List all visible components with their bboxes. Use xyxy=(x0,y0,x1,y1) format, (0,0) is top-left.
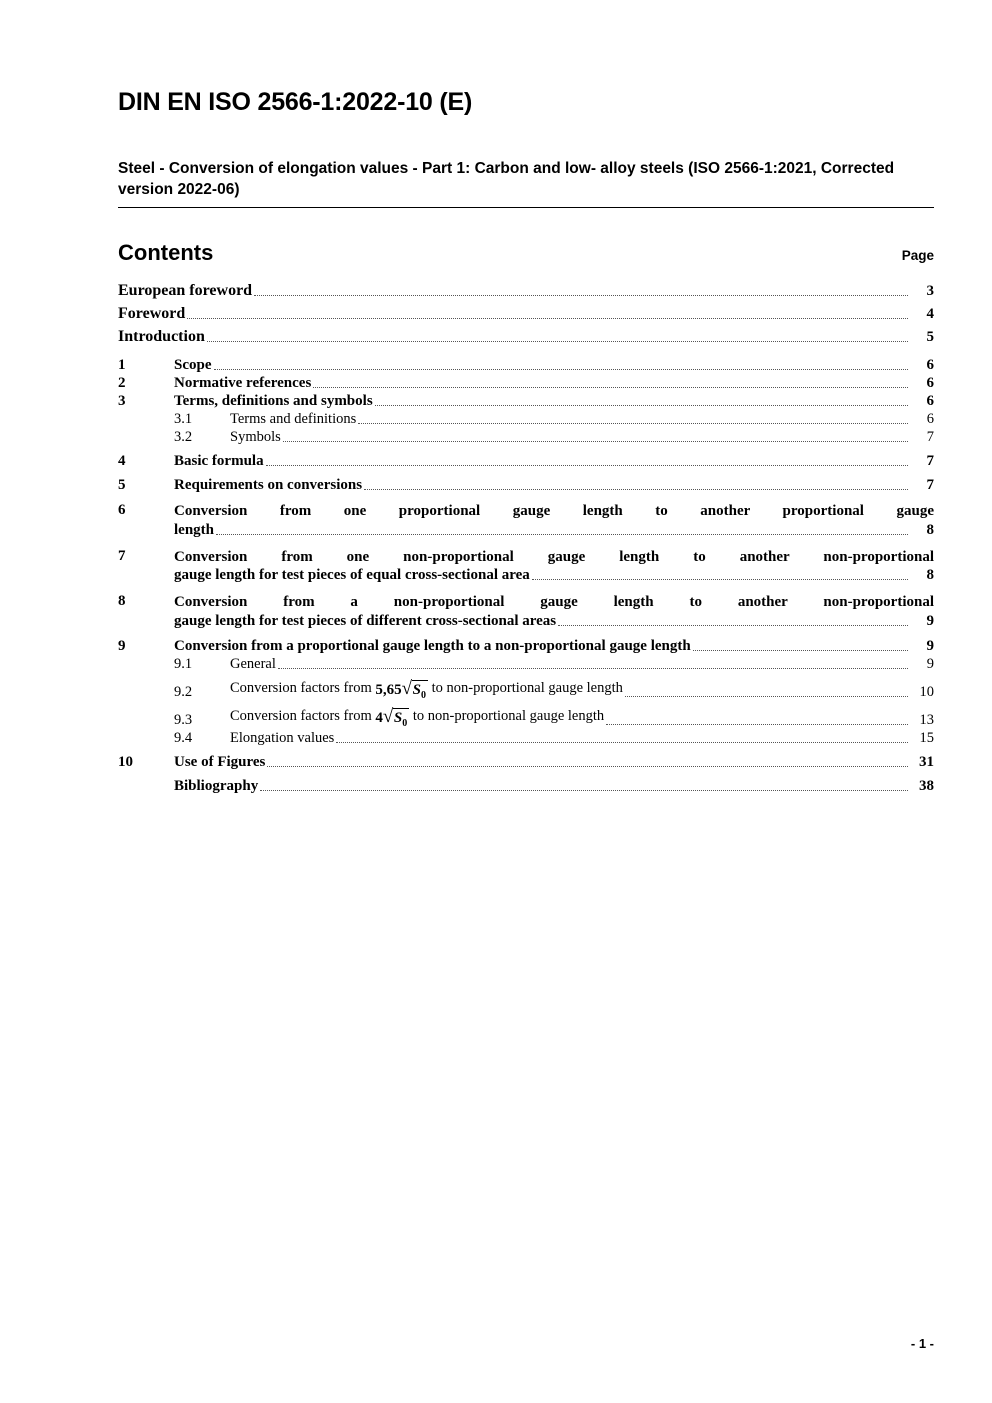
toc-entry-symbols[interactable] xyxy=(118,429,934,446)
formula-radicand: $S_0$ xyxy=(393,709,408,729)
toc-page-number: 6 xyxy=(926,392,934,409)
toc-entry-conversion-nonproportional-different-areas[interactable] xyxy=(118,592,934,630)
toc-page-number: 7 xyxy=(926,452,934,469)
toc-number: 10 xyxy=(118,753,133,770)
toc-leader xyxy=(283,440,908,442)
table-of-contents xyxy=(118,282,934,795)
radical-bar xyxy=(412,680,428,681)
toc-label xyxy=(230,677,623,701)
toc-label-prefix: Conversion factors from xyxy=(230,679,372,696)
toc-number: 2 xyxy=(118,374,126,391)
toc-entry-general[interactable] xyxy=(118,656,934,673)
toc-label: Scope xyxy=(174,356,212,373)
radical-sign: √ xyxy=(382,705,394,727)
toc-leader xyxy=(214,368,909,370)
toc-label: Requirements on conversions xyxy=(174,476,363,493)
footer-page-number: - 1 - xyxy=(910,1336,934,1351)
toc-page-number: 6 xyxy=(926,374,934,391)
toc-leader xyxy=(278,667,908,669)
toc-page-number: 6 xyxy=(926,410,934,427)
toc-entry-use-of-figures[interactable] xyxy=(118,754,934,771)
toc-entry-requirements-on-conversions[interactable] xyxy=(118,477,934,494)
toc-page-number: 7 xyxy=(926,476,934,493)
toc-label-line2: gauge length for test pieces of different cross-sectional areas xyxy=(174,612,557,629)
toc-label-block xyxy=(174,592,934,630)
toc-label: Elongation values xyxy=(230,729,335,746)
toc-label-line1: Conversion from one non-proportional gauge length to another non-proportional xyxy=(174,548,934,565)
formula-coefficient: 5,65 xyxy=(375,681,402,698)
toc-leader xyxy=(532,578,908,580)
toc-label: General xyxy=(230,655,276,672)
radical-sign: √ xyxy=(401,677,413,699)
toc-number: 1 xyxy=(118,356,126,373)
toc-leader xyxy=(358,422,908,424)
document-title: Steel - Conversion of elongation values - Part 1: Carbon and low- alloy steels (ISO 2566-1:2021, Corrected version 2022-06) xyxy=(118,159,934,208)
toc-label-prefix: Conversion factors from xyxy=(230,707,372,724)
toc-label-line2-row xyxy=(174,522,934,539)
toc-entry-bibliography[interactable] xyxy=(118,778,934,795)
toc-entry-terms-definitions-symbols[interactable] xyxy=(118,393,934,410)
toc-label: Terms and definitions xyxy=(230,410,357,427)
toc-entry-basic-formula[interactable] xyxy=(118,453,934,470)
toc-label-line2: gauge length for test pieces of equal cross-sectional area xyxy=(174,567,530,584)
page-column-label: Page xyxy=(901,247,934,263)
toc-number: 9 xyxy=(118,637,126,654)
toc-page-number: 8 xyxy=(926,521,934,538)
toc-number: 7 xyxy=(118,547,126,564)
toc-leader xyxy=(216,533,908,535)
toc-label-block xyxy=(174,501,934,539)
toc-leader xyxy=(254,294,908,296)
toc-leader xyxy=(207,340,908,342)
toc-leader xyxy=(266,464,908,466)
toc-label xyxy=(230,705,605,729)
toc-page-number: 13 xyxy=(919,711,934,728)
toc-label: Use of Figures xyxy=(174,753,266,770)
toc-label-suffix: to non-proportional gauge length xyxy=(412,707,605,724)
square-root-icon xyxy=(382,705,409,729)
toc-label: Terms, definitions and symbols xyxy=(174,392,373,409)
toc-leader xyxy=(693,649,908,651)
toc-page-number: 7 xyxy=(926,428,934,445)
toc-number: 3.1 xyxy=(174,410,193,427)
toc-number: 8 xyxy=(118,593,126,610)
toc-entry-normative-references[interactable] xyxy=(118,375,934,392)
toc-number: 9.1 xyxy=(174,655,193,672)
toc-leader xyxy=(267,765,908,767)
toc-label-line2-row xyxy=(174,567,934,584)
toc-page-number: 4 xyxy=(926,305,934,322)
toc-label-line1: Conversion from one proportional gauge length to another proportional gauge xyxy=(174,502,934,519)
toc-entry-conversion-factors-565[interactable] xyxy=(118,677,934,701)
toc-label: Basic formula xyxy=(174,452,264,469)
toc-label: Conversion from a proportional gauge length to a non-proportional gauge length xyxy=(174,637,691,654)
toc-label: Foreword xyxy=(118,304,186,322)
toc-number: 4 xyxy=(118,452,126,469)
radical-bar xyxy=(393,708,409,709)
toc-entry-terms-and-definitions[interactable] xyxy=(118,411,934,428)
toc-page-number: 10 xyxy=(919,683,934,700)
toc-page-number: 9 xyxy=(926,612,934,629)
toc-page-number: 9 xyxy=(926,637,934,654)
document-number: DIN EN ISO 2566-1:2022-10 (E) xyxy=(118,88,473,116)
page-content xyxy=(118,88,934,796)
toc-page-number: 8 xyxy=(926,567,934,584)
toc-label: European foreword xyxy=(118,281,253,299)
toc-label-line2: length xyxy=(174,521,215,538)
formula-coefficient: 4 xyxy=(375,709,383,726)
toc-leader xyxy=(260,789,908,791)
toc-leader xyxy=(313,386,908,388)
toc-number: 9.2 xyxy=(174,683,193,700)
square-root-icon xyxy=(401,677,428,701)
toc-label: Symbols xyxy=(230,428,281,445)
toc-entry-foreword[interactable] xyxy=(118,305,934,323)
contents-heading: Contents xyxy=(118,239,214,265)
toc-label-block xyxy=(174,547,934,585)
toc-number: 9.4 xyxy=(174,729,193,746)
toc-number: 9.3 xyxy=(174,711,193,728)
toc-page-number: 9 xyxy=(926,655,934,672)
toc-number: 5 xyxy=(118,476,126,493)
toc-leader xyxy=(336,741,908,743)
toc-label-suffix: to non-proportional gauge length xyxy=(431,679,623,696)
toc-entry-conversion-factors-4[interactable] xyxy=(118,705,934,729)
toc-entry-conversion-nonproportional-equal-area[interactable] xyxy=(118,547,934,585)
toc-entry-conversion-proportional-to-nonproportional[interactable] xyxy=(118,638,934,655)
toc-page-number: 6 xyxy=(926,356,934,373)
contents-header xyxy=(118,240,934,266)
toc-number: 3.2 xyxy=(174,428,193,445)
toc-entry-european-foreword[interactable] xyxy=(118,282,934,300)
toc-leader xyxy=(375,404,908,406)
formula-radicand: $S_0$ xyxy=(412,681,426,701)
formula-4-sqrt-s0 xyxy=(375,705,409,729)
toc-page-number: 38 xyxy=(919,777,934,794)
toc-label: Normative references xyxy=(174,374,312,391)
toc-label-line1: Conversion from a non-proportional gauge length to another non-proportional xyxy=(174,594,934,611)
toc-entry-conversion-proportional-to-proportional[interactable] xyxy=(118,501,934,539)
toc-leader xyxy=(364,488,908,490)
toc-leader xyxy=(187,317,908,319)
formula-565-sqrt-s0 xyxy=(375,677,428,701)
toc-leader xyxy=(625,695,908,697)
toc-page-number: 3 xyxy=(926,282,934,299)
toc-entry-scope[interactable] xyxy=(118,357,934,374)
toc-label: Introduction xyxy=(118,327,205,345)
toc-number: 6 xyxy=(118,501,126,518)
toc-leader xyxy=(606,723,908,725)
toc-entry-elongation-values[interactable] xyxy=(118,730,934,747)
toc-number: 3 xyxy=(118,392,126,409)
toc-page-number: 5 xyxy=(926,328,934,345)
toc-page-number: 15 xyxy=(919,729,934,746)
toc-entry-introduction[interactable] xyxy=(118,328,934,346)
toc-label: Bibliography xyxy=(174,777,259,794)
toc-label-line2-row xyxy=(174,613,934,630)
toc-page-number: 31 xyxy=(919,753,934,770)
toc-leader xyxy=(558,624,908,626)
